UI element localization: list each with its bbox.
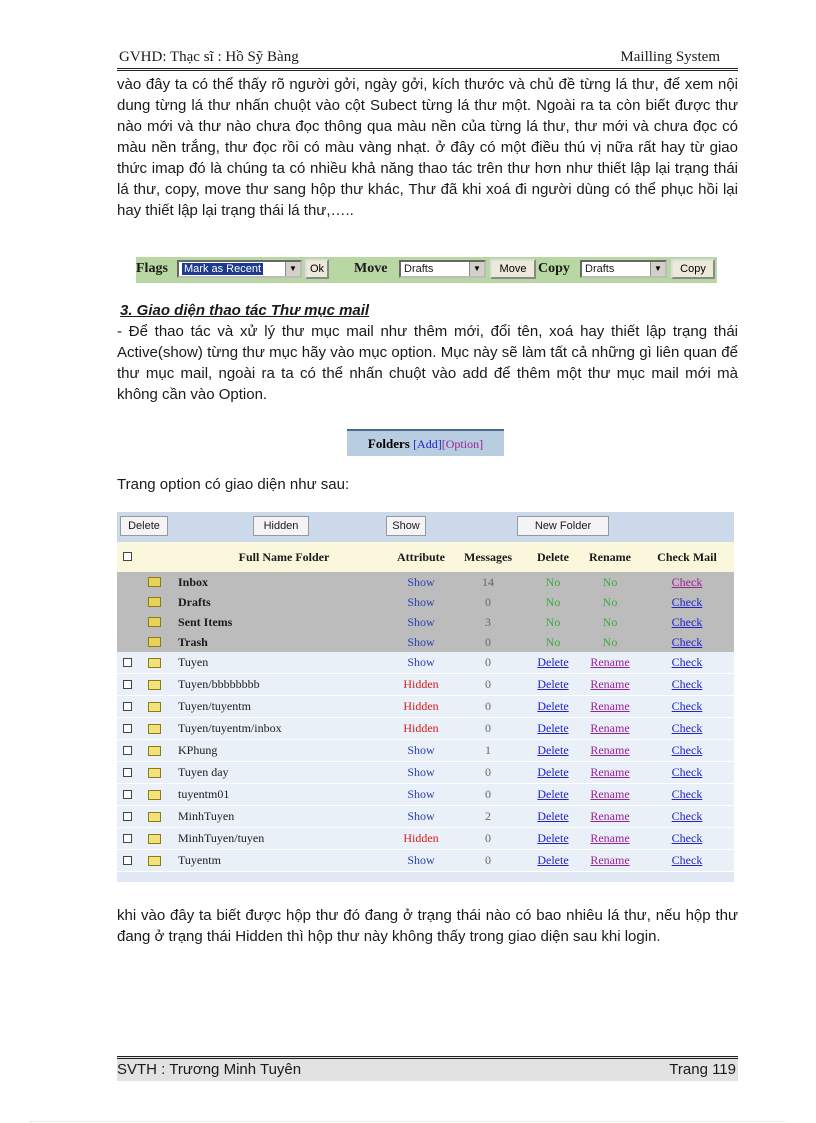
cell-delete xyxy=(527,696,579,717)
col-delete: Delete xyxy=(537,550,569,564)
cell-messages xyxy=(453,784,523,805)
cell-attribute xyxy=(393,674,449,695)
cell-delete xyxy=(527,572,579,592)
cell-attribute xyxy=(393,762,449,783)
copy-label: Copy xyxy=(538,261,570,276)
check-mail-link[interactable]: Check xyxy=(671,765,703,779)
folder-icon xyxy=(145,740,163,761)
cell-name xyxy=(175,652,396,673)
folder-name: KPhung xyxy=(178,743,218,757)
cell-delete xyxy=(527,828,579,849)
folder-icon xyxy=(145,762,163,783)
check-mail-link[interactable]: Check xyxy=(671,743,703,757)
cell-delete xyxy=(527,612,579,632)
cell-name xyxy=(175,718,396,739)
delete-status: No xyxy=(545,634,561,649)
folder-glyph xyxy=(148,768,161,778)
delete-button[interactable]: Delete xyxy=(120,516,168,536)
folder-icon xyxy=(145,806,163,827)
folder-glyph xyxy=(148,834,161,844)
cell-rename xyxy=(581,612,639,632)
cell-name xyxy=(175,632,396,652)
folder-name: Drafts xyxy=(178,594,211,609)
folder-glyph xyxy=(148,617,161,627)
cell-check xyxy=(643,740,731,761)
folder-attribute: Show xyxy=(407,574,435,589)
folder-attribute: Show xyxy=(407,853,435,867)
check-mail-link[interactable]: Check xyxy=(671,594,703,609)
folder-glyph xyxy=(148,637,161,647)
paragraph-1: vào đây ta có thể thấy rõ người gởi, ngày gởi, kích thước và chủ đề từng lá thư, để xem nội dung từng lá thư nhấn chuột vào cột Subect từng lá thư một. Ngoài ra ta còn biết được thư nào mới và thư nào chưa đọc thông qua màu nền của từng lá thư, thư mới và chưa đọc có màu nền trắng, thư đọc rồi có màu vàng nhạt. ở đây có một điều thú vị nữa rất hay từ giao thức imap đó là chúng ta có nhiều khả năng thao tác trên thư hơn như thiết lập lại trạng thái lá thư, copy, move thư sang hộp thư khác, Thư đã khi xoá đi người dùng có thể phục hồi lại hay thiết lập lại trạng thái lá thư,….. xyxy=(117,76,738,219)
cell-attribute xyxy=(393,850,449,871)
cell-messages xyxy=(453,718,523,739)
cell-name xyxy=(175,612,396,632)
cell-attribute xyxy=(393,652,449,673)
row-checkbox[interactable] xyxy=(120,740,134,761)
cell-delete xyxy=(527,740,579,761)
check-mail-link[interactable]: Check xyxy=(671,634,703,649)
page-header xyxy=(117,48,738,71)
check-mail-link[interactable]: Check xyxy=(671,699,703,713)
check-mail-link[interactable]: Check xyxy=(671,787,703,801)
move-button[interactable]: Move xyxy=(490,259,536,279)
folders-add-link[interactable]: [Add] xyxy=(413,437,442,451)
cell-rename xyxy=(581,632,639,652)
table-row xyxy=(117,652,734,674)
rename-link[interactable]: Rename xyxy=(590,765,630,779)
table-row xyxy=(117,696,734,718)
folder-glyph xyxy=(148,790,161,800)
folder-glyph xyxy=(148,577,161,587)
copy-select[interactable] xyxy=(580,260,667,278)
rename-status: No xyxy=(602,574,618,589)
message-count: 0 xyxy=(485,787,491,801)
folder-attribute: Show xyxy=(407,765,435,779)
new-folder-button[interactable]: New Folder xyxy=(517,516,609,536)
check-mail-link[interactable]: Check xyxy=(671,831,703,845)
delete-status: No xyxy=(545,574,561,589)
cell-check xyxy=(643,696,731,717)
cell-check xyxy=(643,850,731,871)
cell-check xyxy=(643,572,731,592)
message-count: 1 xyxy=(485,743,491,757)
folder-icon xyxy=(145,674,163,695)
folder-name: Tuyen/tuyentm/inbox xyxy=(178,721,282,735)
folder-name: Trash xyxy=(178,634,208,649)
row-checkbox[interactable] xyxy=(120,718,134,739)
cell-name xyxy=(175,850,396,871)
folder-attribute: Show xyxy=(407,634,435,649)
delete-link[interactable]: Delete xyxy=(537,787,569,801)
cell-delete xyxy=(527,674,579,695)
move-select[interactable] xyxy=(399,260,486,278)
cell-delete xyxy=(527,762,579,783)
rename-link[interactable]: Rename xyxy=(590,677,630,691)
cell-rename xyxy=(581,850,639,871)
folder-name: Tuyen/tuyentm xyxy=(178,699,251,713)
folder-options-screenshot xyxy=(117,512,734,882)
cell-attribute xyxy=(393,718,449,739)
cell-rename xyxy=(581,572,639,592)
table-row xyxy=(117,740,734,762)
folder-attribute: Hidden xyxy=(403,831,439,845)
cell-name xyxy=(175,762,396,783)
cell-rename xyxy=(581,696,639,717)
cell-delete xyxy=(527,806,579,827)
cell-check xyxy=(643,592,731,612)
col-attribute: Attribute xyxy=(397,550,445,564)
row-checkbox[interactable] xyxy=(120,652,134,673)
folder-attribute: Show xyxy=(407,787,435,801)
folder-name: Tuyentm xyxy=(178,853,221,867)
delete-link[interactable]: Delete xyxy=(537,721,569,735)
cell-check xyxy=(643,784,731,805)
check-mail-link[interactable]: Check xyxy=(671,655,703,669)
flags-label: Flags xyxy=(136,261,168,276)
system-folder-row xyxy=(117,612,734,632)
folders-option-link[interactable]: [Option] xyxy=(441,437,484,451)
delete-link[interactable]: Delete xyxy=(537,743,569,757)
check-mail-link[interactable]: Check xyxy=(671,721,703,735)
flags-toolbar xyxy=(136,257,717,283)
col-name: Full Name Folder xyxy=(238,550,330,564)
rename-status: No xyxy=(602,614,618,629)
folder-glyph xyxy=(148,702,161,712)
move-select-value: Drafts xyxy=(404,263,434,275)
check-mail-link[interactable]: Check xyxy=(671,809,703,823)
cell-messages xyxy=(453,806,523,827)
cell-check xyxy=(643,632,731,652)
checkbox-icon xyxy=(123,702,132,711)
cell-delete xyxy=(527,592,579,612)
cell-name xyxy=(175,674,396,695)
folder-icon xyxy=(145,572,163,592)
rename-link[interactable]: Rename xyxy=(590,699,630,713)
cell-name xyxy=(175,828,396,849)
rename-link[interactable]: Rename xyxy=(590,853,630,867)
folder-attribute: Hidden xyxy=(403,677,439,691)
cell-name xyxy=(175,784,396,805)
cell-delete xyxy=(527,652,579,673)
message-count: 0 xyxy=(485,634,491,649)
check-mail-link[interactable]: Check xyxy=(671,677,703,691)
table-row xyxy=(117,828,734,850)
cell-messages xyxy=(453,612,523,632)
checkbox-icon xyxy=(123,768,132,777)
message-count: 3 xyxy=(485,614,491,629)
cell-attribute xyxy=(393,696,449,717)
col-messages: Messages xyxy=(464,550,512,564)
rename-link[interactable]: Rename xyxy=(590,743,630,757)
cell-messages xyxy=(453,572,523,592)
folder-name: Inbox xyxy=(178,574,209,589)
folder-attribute: Hidden xyxy=(403,699,439,713)
delete-link[interactable]: Delete xyxy=(537,699,569,713)
cell-rename xyxy=(581,674,639,695)
show-button[interactable]: Show xyxy=(386,516,426,536)
table-row xyxy=(117,850,734,872)
message-count: 2 xyxy=(485,809,491,823)
folder-glyph xyxy=(148,724,161,734)
folder-attribute: Hidden xyxy=(403,721,439,735)
message-count: 0 xyxy=(485,721,491,735)
flags-select-value: Mark as Recent xyxy=(184,263,262,275)
cell-delete xyxy=(527,850,579,871)
cell-messages xyxy=(453,850,523,871)
checkbox-icon xyxy=(123,658,132,667)
folder-glyph xyxy=(148,746,161,756)
folder-name: Tuyen day xyxy=(178,765,229,779)
cell-messages xyxy=(453,592,523,612)
cell-attribute xyxy=(393,828,449,849)
cell-check xyxy=(643,828,731,849)
cell-messages xyxy=(453,674,523,695)
folder-glyph xyxy=(148,680,161,690)
cell-attribute xyxy=(393,740,449,761)
folders-widget xyxy=(347,429,504,456)
message-count: 0 xyxy=(485,853,491,867)
cell-messages xyxy=(453,828,523,849)
folder-glyph xyxy=(148,597,161,607)
folder-name: Tuyen/bbbbbbbb xyxy=(178,677,260,691)
cell-check xyxy=(643,762,731,783)
folder-name: Tuyen xyxy=(178,655,209,669)
table-toolbar xyxy=(117,512,734,542)
col-rename: Rename xyxy=(589,550,631,564)
table-row xyxy=(117,784,734,806)
cell-name xyxy=(175,806,396,827)
folder-name: Sent Items xyxy=(178,614,233,629)
table-row xyxy=(117,718,734,740)
cell-attribute xyxy=(393,612,449,632)
row-checkbox[interactable] xyxy=(120,784,134,805)
header-right: Mailling System xyxy=(620,49,720,65)
cell-messages xyxy=(453,740,523,761)
cell-check xyxy=(643,674,731,695)
checkbox-icon xyxy=(123,552,132,561)
cell-delete xyxy=(527,784,579,805)
check-mail-link[interactable]: Check xyxy=(671,574,703,589)
checkbox-icon xyxy=(123,834,132,843)
folder-icon xyxy=(145,784,163,805)
cell-name xyxy=(175,592,396,612)
rename-link[interactable]: Rename xyxy=(590,831,630,845)
chevron-down-icon: ▼ xyxy=(650,262,665,276)
checkbox-icon xyxy=(123,746,132,755)
table-row xyxy=(117,674,734,696)
cell-delete xyxy=(527,632,579,652)
folder-attribute: Show xyxy=(407,809,435,823)
message-count: 0 xyxy=(485,594,491,609)
copy-select-value: Drafts xyxy=(585,263,615,275)
cell-name xyxy=(175,572,396,592)
row-checkbox[interactable] xyxy=(120,696,134,717)
cell-attribute xyxy=(393,592,449,612)
cell-rename xyxy=(581,806,639,827)
cell-rename xyxy=(581,740,639,761)
message-count: 0 xyxy=(485,699,491,713)
cell-attribute xyxy=(393,806,449,827)
rename-link[interactable]: Rename xyxy=(590,655,630,669)
folder-icon xyxy=(145,696,163,717)
cell-messages xyxy=(453,696,523,717)
header-left: GVHD: Thạc sĩ : Hồ Sỹ Bàng xyxy=(119,49,299,65)
folder-attribute: Show xyxy=(407,743,435,757)
folder-glyph xyxy=(148,658,161,668)
folder-icon xyxy=(145,828,163,849)
rename-link[interactable]: Rename xyxy=(590,787,630,801)
delete-status: No xyxy=(545,614,561,629)
chevron-down-icon: ▼ xyxy=(285,262,300,276)
message-count: 14 xyxy=(482,574,494,589)
checkbox-icon xyxy=(123,680,132,689)
folder-glyph xyxy=(148,856,161,866)
row-checkbox[interactable] xyxy=(120,674,134,695)
folder-icon xyxy=(145,718,163,739)
table-row xyxy=(117,762,734,784)
checkbox-icon xyxy=(123,812,132,821)
delete-link[interactable]: Delete xyxy=(537,809,569,823)
delete-link[interactable]: Delete xyxy=(537,655,569,669)
folder-icon xyxy=(145,652,163,673)
cell-rename xyxy=(581,784,639,805)
delete-link[interactable]: Delete xyxy=(537,765,569,779)
folder-attribute: Show xyxy=(407,594,435,609)
delete-link[interactable]: Delete xyxy=(537,831,569,845)
table-header xyxy=(117,542,734,572)
cell-rename xyxy=(581,828,639,849)
cell-rename xyxy=(581,592,639,612)
cell-attribute xyxy=(393,572,449,592)
rename-status: No xyxy=(602,594,618,609)
section-heading: 3. Giao diện thao tác Thư mục mail xyxy=(120,302,370,319)
cell-name xyxy=(175,740,396,761)
delete-status: No xyxy=(545,594,561,609)
folder-icon xyxy=(145,632,163,652)
message-count: 0 xyxy=(485,655,491,669)
cell-rename xyxy=(581,718,639,739)
folder-name: MinhTuyen xyxy=(178,809,235,823)
cell-messages xyxy=(453,762,523,783)
row-checkbox[interactable] xyxy=(120,806,134,827)
cell-rename xyxy=(581,652,639,673)
cell-rename xyxy=(581,762,639,783)
paragraph-3: Trang option có giao diện như sau: xyxy=(117,476,350,493)
check-mail-link[interactable]: Check xyxy=(671,853,703,867)
folders-title: Folders xyxy=(367,436,410,451)
cell-check xyxy=(643,612,731,632)
message-count: 0 xyxy=(485,677,491,691)
row-checkbox[interactable] xyxy=(120,850,134,871)
table-row xyxy=(117,806,734,828)
system-folder-row xyxy=(117,572,734,592)
message-count: 0 xyxy=(485,831,491,845)
folder-attribute: Show xyxy=(407,614,435,629)
cell-check xyxy=(643,652,731,673)
rename-link[interactable]: Rename xyxy=(590,721,630,735)
cell-check xyxy=(643,718,731,739)
col-check: Check Mail xyxy=(657,550,717,564)
move-label: Move xyxy=(354,261,388,276)
system-folder-row xyxy=(117,632,734,652)
flags-select[interactable] xyxy=(177,260,302,278)
cell-attribute xyxy=(393,632,449,652)
checkbox-icon xyxy=(123,856,132,865)
folder-name: tuyentm01 xyxy=(178,787,230,801)
check-mail-link[interactable]: Check xyxy=(671,614,703,629)
cell-name xyxy=(175,696,396,717)
ok-button[interactable]: Ok xyxy=(305,259,329,279)
delete-link[interactable]: Delete xyxy=(537,853,569,867)
folder-icon xyxy=(145,850,163,871)
page-edge xyxy=(30,1121,786,1122)
folder-name: MinhTuyen/tuyen xyxy=(178,831,265,845)
delete-link[interactable]: Delete xyxy=(537,677,569,691)
rename-link[interactable]: Rename xyxy=(590,809,630,823)
select-all-checkbox[interactable] xyxy=(120,542,134,572)
cell-messages xyxy=(453,652,523,673)
checkbox-icon xyxy=(123,790,132,799)
rename-status: No xyxy=(602,634,618,649)
folder-icon xyxy=(145,592,163,612)
paragraph-2: - Để thao tác và xử lý thư mục mail như thêm mới, đổi tên, xoá hay thiết lập trạng thái Active(show) từng thư mục hãy vào mục option. Mục này sẽ làm tất cả những gì liên quan để thư mục mail, ngoài ra ta có thể nhấn chuột vào add để thêm một thư mục mail mới mà không cần vào Option. xyxy=(117,323,738,403)
paragraph-4: khi vào đây ta biết được hộp thư đó đang ở trạng thái nào có bao nhiêu lá thư, nếu hộp thư đang ở trạng thái Hidden thì hộp thư này không thấy trong giao diện sau khi login. xyxy=(117,907,738,945)
footer-right: Trang 119 xyxy=(669,1061,736,1078)
hidden-button[interactable]: Hidden xyxy=(253,516,309,536)
message-count: 0 xyxy=(485,765,491,779)
cell-messages xyxy=(453,632,523,652)
row-checkbox[interactable] xyxy=(120,762,134,783)
folder-attribute: Show xyxy=(407,655,435,669)
page-footer xyxy=(117,1056,738,1081)
checkbox-icon xyxy=(123,724,132,733)
copy-button[interactable]: Copy xyxy=(671,259,715,279)
row-checkbox[interactable] xyxy=(120,828,134,849)
folder-icon xyxy=(145,612,163,632)
cell-delete xyxy=(527,718,579,739)
cell-attribute xyxy=(393,784,449,805)
footer-left: SVTH : Trương Minh Tuyên xyxy=(117,1061,302,1078)
system-folder-row xyxy=(117,592,734,612)
folder-glyph xyxy=(148,812,161,822)
chevron-down-icon: ▼ xyxy=(469,262,484,276)
cell-check xyxy=(643,806,731,827)
